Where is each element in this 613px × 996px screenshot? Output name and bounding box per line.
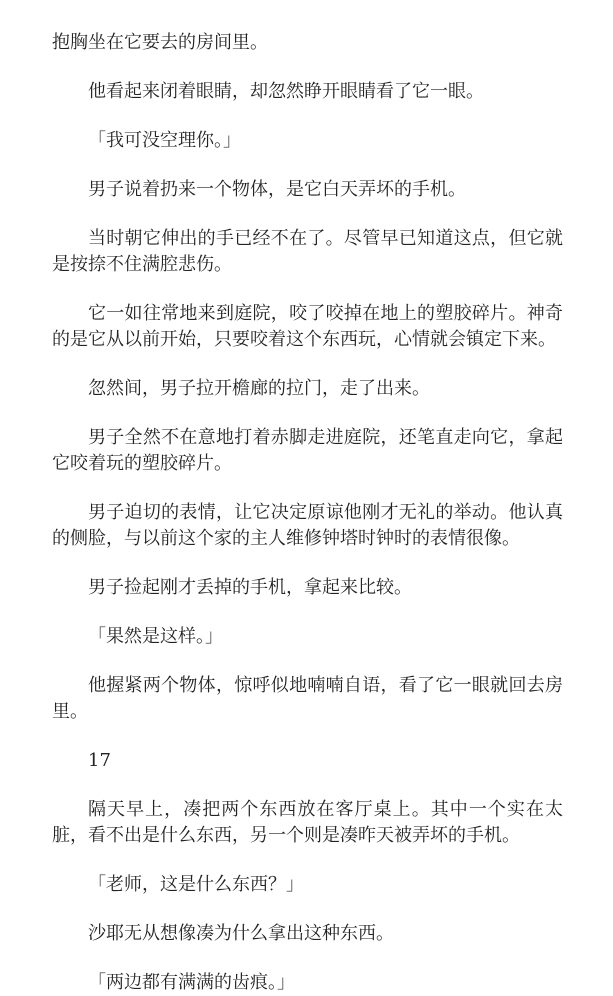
paragraph: 男子全然不在意地打着赤脚走进庭院，还笔直走向它，拿起它咬着玩的塑胶碎片。 (52, 427, 563, 474)
paragraph: 男子捡起刚才丢掉的手机，拿起来比较。 (88, 577, 412, 598)
section-number: 17 (88, 750, 111, 771)
paragraph: 他握紧两个物体，惊呼似地喃喃自语，看了它一眼就回去房里。 (52, 675, 563, 722)
paragraph: 男子迫切的表情，让它决定原谅他刚才无礼的举动。他认真的侧脸，与以前这个家的主人维修钟塔时钟时的表情很像。 (52, 502, 563, 549)
paragraph: 忽然间，男子拉开檐廊的拉门，走了出来。 (88, 378, 430, 399)
paragraph: 沙耶无从想像凑为什么拿出这种东西。 (88, 923, 394, 944)
dialogue-line: 「果然是这样。」 (88, 626, 223, 647)
dialogue-line: 「两边都有满满的齿痕。」 (88, 972, 295, 993)
paragraph: 隔天早上，凑把两个东西放在客厅桌上。其中一个实在太脏，看不出是什么东西，另一个则是凑昨天被弄坏的手机。 (52, 799, 563, 846)
paragraph: 男子说着扔来一个物体，是它白天弄坏的手机。 (88, 179, 466, 200)
paragraph: 抱胸坐在它要去的房间里。 (52, 32, 268, 53)
dialogue-line: 「老师，这是什么东西？」 (88, 874, 304, 895)
paragraph: 当时朝它伸出的手已经不在了。尽管早已知道这点，但它就是按捺不住满腔悲伤。 (52, 228, 563, 275)
paragraph: 他看起来闭着眼睛，却忽然睁开眼睛看了它一眼。 (88, 81, 484, 102)
dialogue-line: 「我可没空理你。」 (88, 130, 241, 151)
paragraph: 它一如往常地来到庭院，咬了咬掉在地上的塑胶碎片。神奇的是它从以前开始，只要咬着这个东西玩，心情就会镇定下来。 (52, 303, 563, 350)
